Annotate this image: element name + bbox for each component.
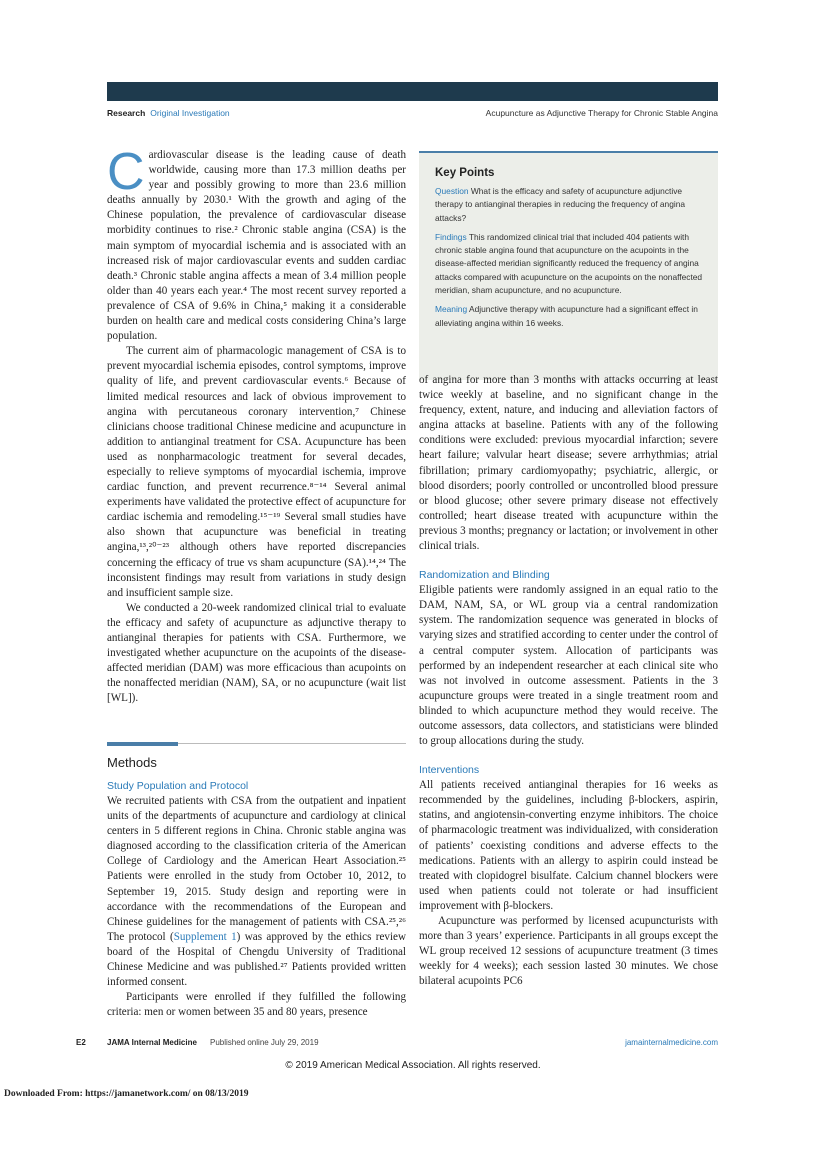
key-points-question: Question What is the efficacy and safety of acupuncture adjunctive therapy to antianginal therapies in reducing the frequency of angina attacks? <box>435 186 686 223</box>
running-title: Acupuncture as Adjunctive Therapy for Chronic Stable Angina <box>485 108 718 118</box>
intro-paragraph-3: We conducted a 20-week randomized clinical trial to evaluate the efficacy and safety of acupuncture as adjunctive therapy to antianginal therapies for patients with CSA. Furthermore, we investigated whether acupuncture on the acupoints of the disease-affected meridian (DAM) was more efficacious than acupoints on the nonaffected meridian (NAM), SA, or no acupuncture (wait list [WL]). <box>107 601 406 705</box>
section-divider-accent <box>107 742 178 746</box>
section-label: Research <box>107 108 146 118</box>
download-note: Downloaded From: https://jamanetwork.com/ on 08/13/2019 <box>4 1089 249 1099</box>
page-footer <box>0 1036 826 1050</box>
methods-left-column <box>107 779 406 1020</box>
key-points-findings: Findings This randomized clinical trial that included 404 patients with chronic stable angina found that acupuncture on the acupoints in the disease-affected meridian significantly reduced the frequency of angina attacks compared with acupuncture on the acupoints on the nonaffected meridian, sham acupuncture, and no acupuncture. <box>435 231 703 296</box>
intro-paragraph-2: The current aim of pharmacologic management of CSA is to prevent myocardial ischemia episodes, control symptoms, improve quality of life, and prevent cardiovascular events.⁶ Because of limited medical resources and lack of obvious improvement to angina with percutaneous coronary intervention,⁷ Chinese clinicians choose traditional Chinese medicine and acupuncture in addition to antianginal treatment for CSA. Acupuncture has been used as nonpharmacologic treatment for several decades, especially to relieve symptoms of myocardial ischemia, improve cardiac function, and prevent recurrence.⁸⁻¹⁴ Several animal experiments have validated the protective effect of acupuncture for cardiac ischemia and remodeling.¹⁵⁻¹⁹ Several small studies have also shown that acupuncture was beneficial in treating angina,¹³,²⁰⁻²³ although others have reported discrepancies concerning the efficacy of true vs sham acupuncture (SA).¹⁴,²⁴ The inconsistent findings may result from variations in study design and insufficient sample size. <box>107 345 406 599</box>
publication-date: Published online July 29, 2019 <box>210 1038 319 1047</box>
page-number: E2 <box>76 1038 86 1047</box>
journal-url-link[interactable]: jamainternalmedicine.com <box>625 1038 718 1047</box>
left-column <box>107 143 406 706</box>
subsection-label: Original Investigation <box>150 108 230 118</box>
interventions-heading: Interventions <box>419 764 480 777</box>
supplement-link[interactable]: Supplement 1 <box>173 930 237 943</box>
participants-paragraph-start: Participants were enrolled if they fulfilled the following criteria: men or women between 35 and 80 years, presence <box>107 991 406 1019</box>
key-points-meaning: Meaning Adjunctive therapy with acupuncture had a significant effect in alleviating angina within 16 weeks. <box>435 304 698 328</box>
participants-paragraph-continued: of angina for more than 3 months with attacks occurring at least twice weekly at baseline, and no significant change in the frequency, extent, nature, and inducing and alleviation factors of angina attacks at baseline. Patients with any of the following conditions were excluded: previous myocardial infarction; severe heart failure; valvular heart disease; severe arrhythmias; atrial fibrillation; primary cardiomyopathy; psychiatric, allergic, or blood disorders; poorly controlled or uncontrolled blood pressure or blood glucose; other severe primary disease not effectively controlled; heart disease treated with acupuncture within the previous 3 months; pregnancy or lactation; or involvement in other clinical trials. <box>419 374 718 553</box>
right-column <box>419 373 718 989</box>
randomization-paragraph: Eligible patients were randomly assigned in an equal ratio to the DAM, NAM, SA, or WL group via a central randomization system. The randomization sequence was generated in blocks of varying sizes and stratified according to center under the control of a central computer system. Allocation of participants was performed by an independent researcher at each clinical site who was not involved in outcome assessment. Patients in the 3 acupuncture groups were treated in a single treatment room and blinded to which acupuncture method they would receive. The outcome assessors, data collectors, and statisticians were blinded to group allocations during the study. <box>419 584 718 748</box>
randomization-heading: Randomization and Blinding <box>419 569 550 582</box>
methods-heading: Methods <box>107 755 157 770</box>
copyright-notice: © 2019 American Medical Association. All rights reserved. <box>285 1060 541 1071</box>
interventions-paragraph-2: Acupuncture was performed by licensed acupuncturists with more than 3 years’ experience. Participants in all groups except the WL group received 12 sessions of acupuncture treatment (3 times weekly for 4 weeks); each session lasted 30 minutes. We chose bilateral acupoints PC6 <box>419 915 718 988</box>
study-population-heading: Study Population and Protocol <box>107 780 249 792</box>
journal-header-bar <box>107 82 718 101</box>
key-points-box <box>419 151 718 380</box>
drop-cap: C <box>107 143 145 201</box>
interventions-paragraph-1: All patients received antianginal therapies for 16 weeks as recommended by the guidelines, including β-blockers, aspirin, statins, and angiotensin-converting enzyme inhibitors. The choice of pharmacologic treatment was individualized, with consideration of patients’ coexisting conditions and adverse effects to the medications. Patients with an allergy to aspirin could instead be treated with clopidogrel bisulfate. Calcium channel blockers were used when patients could not tolerate or had insufficient improvement with β-blockers. <box>419 779 718 912</box>
journal-name: JAMA Internal Medicine <box>107 1038 197 1047</box>
study-population-paragraph: We recruited patients with CSA from the outpatient and inpatient units of the departments of acupuncture and cardiology at clinical centers in 5 different regions in China. Chronic stable angina was diagnosed according to the classification criteria of the American College of Cardiology and the American Heart Association.²⁵ Patients were enrolled in the study from October 10, 2012, to September 19, 2015. Study design and reporting were in accordance with the recommendations of the European and Chinese guidelines for the management of patients with CSA.²⁵,²⁶ The protocol (Supplement 1) was approved by the ethics review board of the Hospital of Chengdu University of Traditional Chinese Medicine and was published.²⁷ Patients provided written informed consent. <box>107 795 406 989</box>
running-header <box>107 108 718 120</box>
key-points-title: Key Points <box>435 167 495 179</box>
intro-paragraph-1: Cardiovascular disease is the leading cause of death worldwide, causing more than 17.3 million deaths per year and possibly growing to more than 23.6 million deaths annually by 2030.¹ With the growth and aging of the Chinese population, the prevalence of cardiovascular disease morbidity continues to rise.² Chronic stable angina (CSA) is the main symptom of myocardial ischemia and is associated with an increased risk of major cardiovascular events and sudden cardiac death.³ Chronic stable angina affects a mean of 3.4 million people older than 40 years each year.⁴ The most recent survey reported a prevalence of CSA of 9.6% in China,⁵ making it a considerable burden on health care and medical costs considering China’s large population. <box>107 143 406 343</box>
